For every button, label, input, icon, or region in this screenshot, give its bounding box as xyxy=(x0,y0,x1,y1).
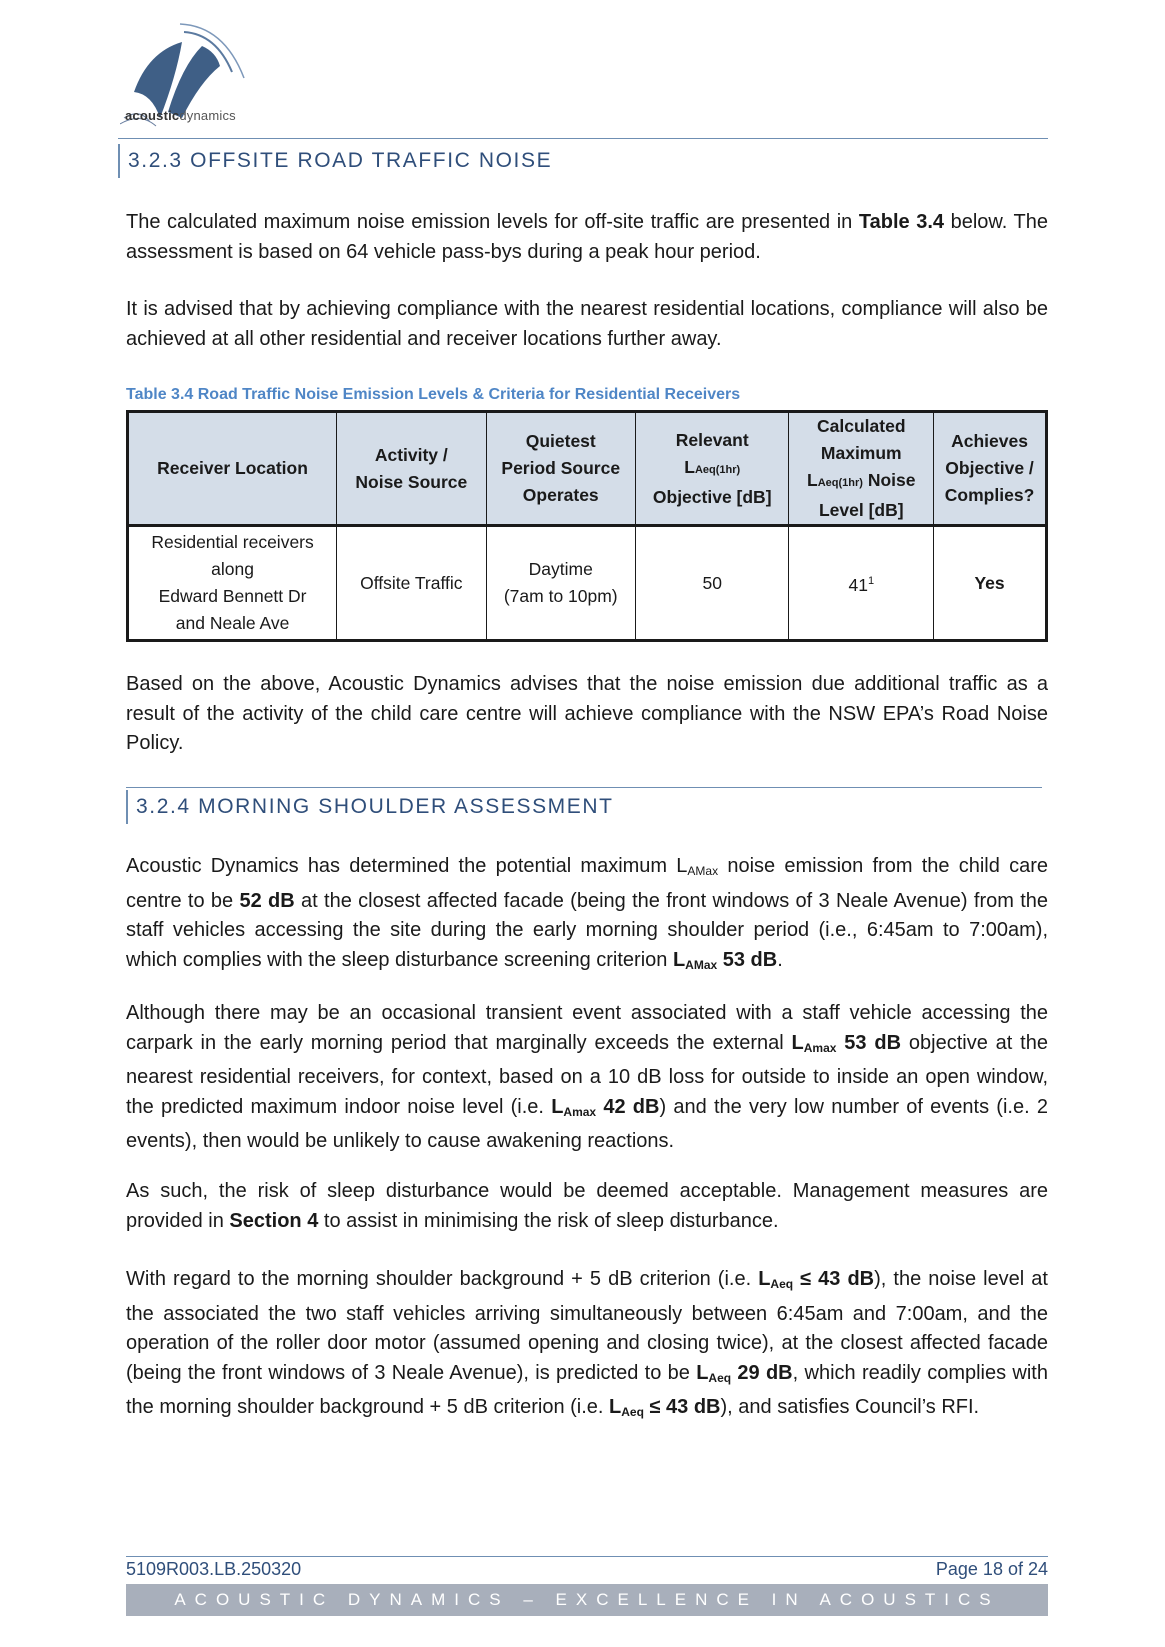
section-divider xyxy=(126,787,1042,788)
paragraph-lamax-emission: Acoustic Dynamics has determined the potential maximum $L_{AMax}$ noise emission from the child care centre to be 52 dB at the closest affected facade (being the front windows of 3 Neale Avenue) from the staff vehicles accessing the site during the early morning shoulder period (i.e., 6:45am to 7:00am), which complies with the sleep disturbance screening criterion $L_{AMax}$ 53 dB. xyxy=(126,855,1049,972)
header-divider xyxy=(118,138,1048,139)
cell-activity: Offsite Traffic xyxy=(337,526,486,641)
paragraph-morning-shoulder: With regard to the morning shoulder background + 5 dB criterion (i.e. $L_{Aeq} \le 43$ dB), the noise level at the associated the two staff vehicles arriving simultaneously between 6:45am and 7:00am, and the operation of the roller door motor (assumed opening and closing twice), at the closest affected facade (being the front windows of 3 Neale Avenue), is predicted to be $L_{Aeq}$ 29 dB, which readily complies with the morning shoulder background + 5 dB criterion (i.e. $L_{Aeq} \le 43$ dB), and satisfies Council’s RFI. xyxy=(126,1268,1048,1419)
noise-emission-table xyxy=(126,410,1048,642)
table-caption: Table 3.4 Road Traffic Noise Emission Levels & Criteria for Residential Receivers xyxy=(126,386,741,403)
logo-wordmark: acousticdynamics xyxy=(125,108,236,123)
paragraph-conclusion: Based on the above, Acoustic Dynamics advises that the noise emission due additional traffic as a result of the activity of the child care centre will achieve compliance with the NSW EPA’s Road Noise Policy. xyxy=(126,673,1048,754)
cell-complies: Yes xyxy=(934,526,1047,641)
cell-receiver-location: Residential receivers along Edward Bennett Dr and Neale Ave xyxy=(128,526,337,641)
col-header-calculated-level: Calculated Maximum LAeq(1hr) Noise Level [dB] xyxy=(789,412,934,526)
section-heading-3-2-4: 3.2.4 MORNING SHOULDER ASSESSMENT xyxy=(126,790,614,824)
paragraph-compliance: It is advised that by achieving compliance with the nearest residential locations, compliance will also be achieved at all other residential and receiver locations further away. xyxy=(126,298,1048,350)
col-header-receiver: Receiver Location xyxy=(128,412,337,526)
col-header-quietest-period: Quietest Period Source Operates xyxy=(486,412,635,526)
cell-period: Daytime (7am to 10pm) xyxy=(486,526,635,641)
col-header-relevant-objective: Relevant LAeq(1hr) Objective [dB] xyxy=(635,412,788,526)
cell-objective: 50 xyxy=(635,526,788,641)
paragraph-intro: The calculated maximum noise emission levels for off-site traffic are presented in Table 3.4 below. The assessment is based on 64 vehicle pass-bys during a peak hour period. xyxy=(126,211,1048,263)
footer-divider xyxy=(126,1556,1048,1557)
section-heading-3-2-3: 3.2.3 OFFSITE ROAD TRAFFIC NOISE xyxy=(118,144,552,178)
paragraph-transient-event: Although there may be an occasional transient event associated with a staff vehicle accessing the carpark in the early morning period that marginally exceeds the external $L_{Amax}$ 53 dB objective at the nearest residential receivers, for context, based on a 10 dB loss for outside to inside an open window, the predicted maximum indoor noise level (i.e. $L_{Amax}$ 42 dB) and the very low number of events (i.e. 2 events), then would be unlikely to cause awakening reactions. xyxy=(126,1002,1048,1152)
col-header-achieves-objective: Achieves Objective / Complies? xyxy=(934,412,1047,526)
page-number: Page 18 of 24 xyxy=(935,1559,1048,1579)
table-header-row xyxy=(128,412,1047,526)
cell-calculated-level: $41^1$ xyxy=(789,526,934,641)
footer-tagline: ACOUSTIC DYNAMICS – EXCELLENCE IN ACOUSTICS xyxy=(126,1584,1048,1616)
col-header-activity: Activity / Noise Source xyxy=(337,412,486,526)
footnote-marker: 1 xyxy=(867,574,875,587)
table-row xyxy=(128,526,1047,641)
paragraph-risk-acceptable: As such, the risk of sleep disturbance would be deemed acceptable. Management measures are provided in Section 4 to assist in minimising the risk of sleep disturbance. xyxy=(126,1180,1048,1232)
document-reference: 5109R003.LB.250320 xyxy=(126,1559,302,1579)
